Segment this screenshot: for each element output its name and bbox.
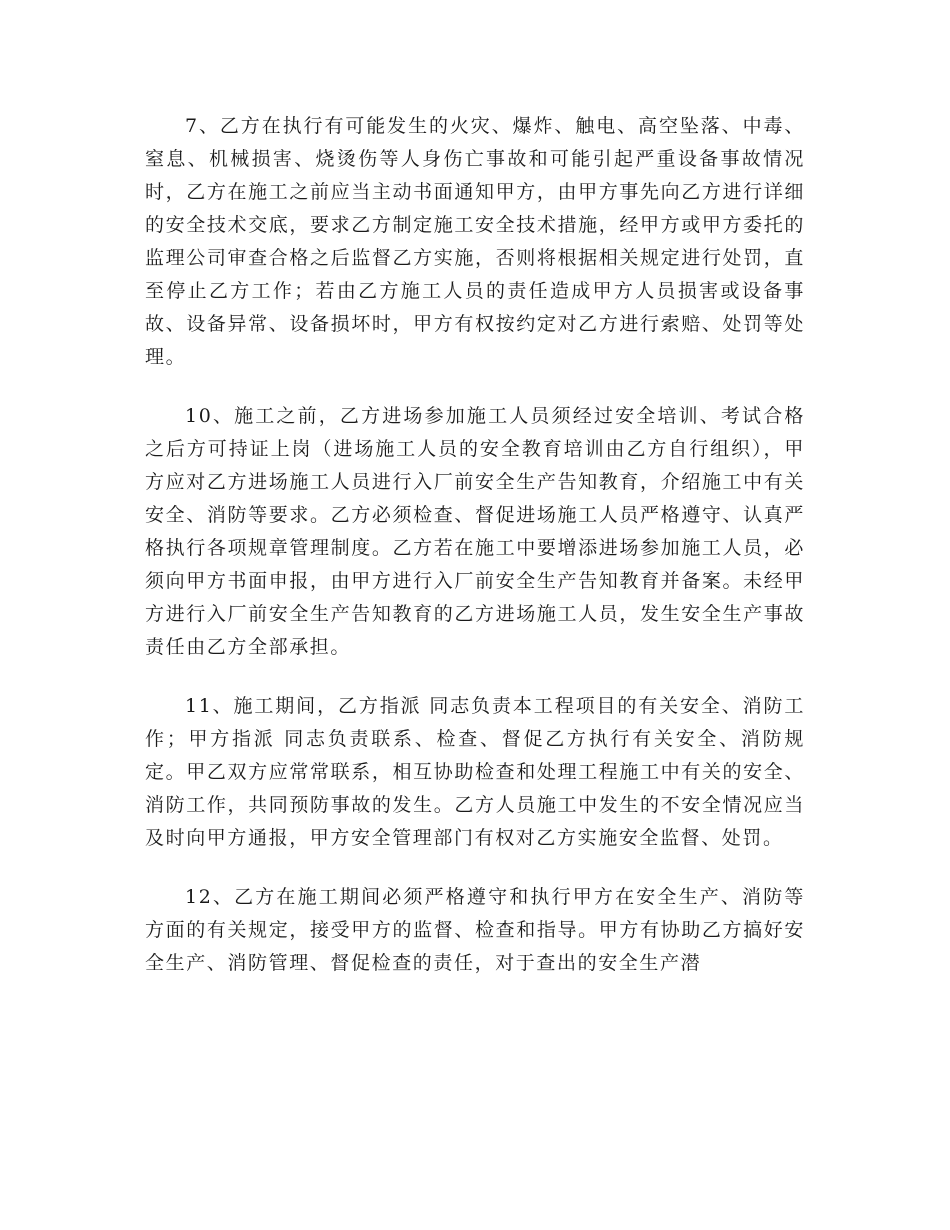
paragraph-clause-11: 11、施工期间，乙方指派 同志负责本工程项目的有关安全、消防工作；甲方指派 同志负责联系、检查、督促乙方执行有关安全、消防规定。甲乙双方应常常联系，相互协助检查和处理工程施工中有关的安全、消防工作，共同预防事故的发生。乙方人员施工中发生的不安全情况应当及时向甲方通报，甲方安全管理部门有权对乙方实施安全监督、处罚。: [145, 695, 805, 849]
paragraph-clause-10: 10、施工之前，乙方进场参加施工人员须经过安全培训、考试合格之后方可持证上岗（进场施工人员的安全教育培训由乙方自行组织），甲方应对乙方进场施工人员进行入厂前安全生产告知教育，介绍施工中有关安全、消防等要求。乙方必须检查、督促进场施工人员严格遵守、认真严格执行各项规章管理制度。乙方若在施工中要增添进场参加施工人员，必须向甲方书面申报，由甲方进行入厂前安全生产告知教育并备案。未经甲方进行入厂前安全生产告知教育的乙方进场施工人员，发生安全生产事故责任由乙方全部承担。: [145, 405, 805, 658]
document-body: [145, 110, 805, 1006]
paragraph-clause-12: 12、乙方在施工期间必须严格遵守和执行甲方在安全生产、消防等方面的有关规定，接受甲方的监督、检查和指导。甲方有协助乙方搞好安全生产、消防管理、督促检查的责任，对于查出的安全生产潜: [145, 886, 805, 974]
paragraph-clause-7: 7、乙方在执行有可能发生的火灾、爆炸、触电、高空坠落、中毒、窒息、机械损害、烧烫伤等人身伤亡事故和可能引起严重设备事故情况时，乙方在施工之前应当主动书面通知甲方，由甲方事先向乙方进行详细的安全技术交底，要求乙方制定施工安全技术措施，经甲方或甲方委托的监理公司审查合格之后监督乙方实施，否则将根据相关规定进行处罚，直至停止乙方工作；若由乙方施工人员的责任造成甲方人员损害或设备事故、设备异常、设备损坏时，甲方有权按约定对乙方进行索赔、处罚等处理。: [145, 115, 805, 368]
